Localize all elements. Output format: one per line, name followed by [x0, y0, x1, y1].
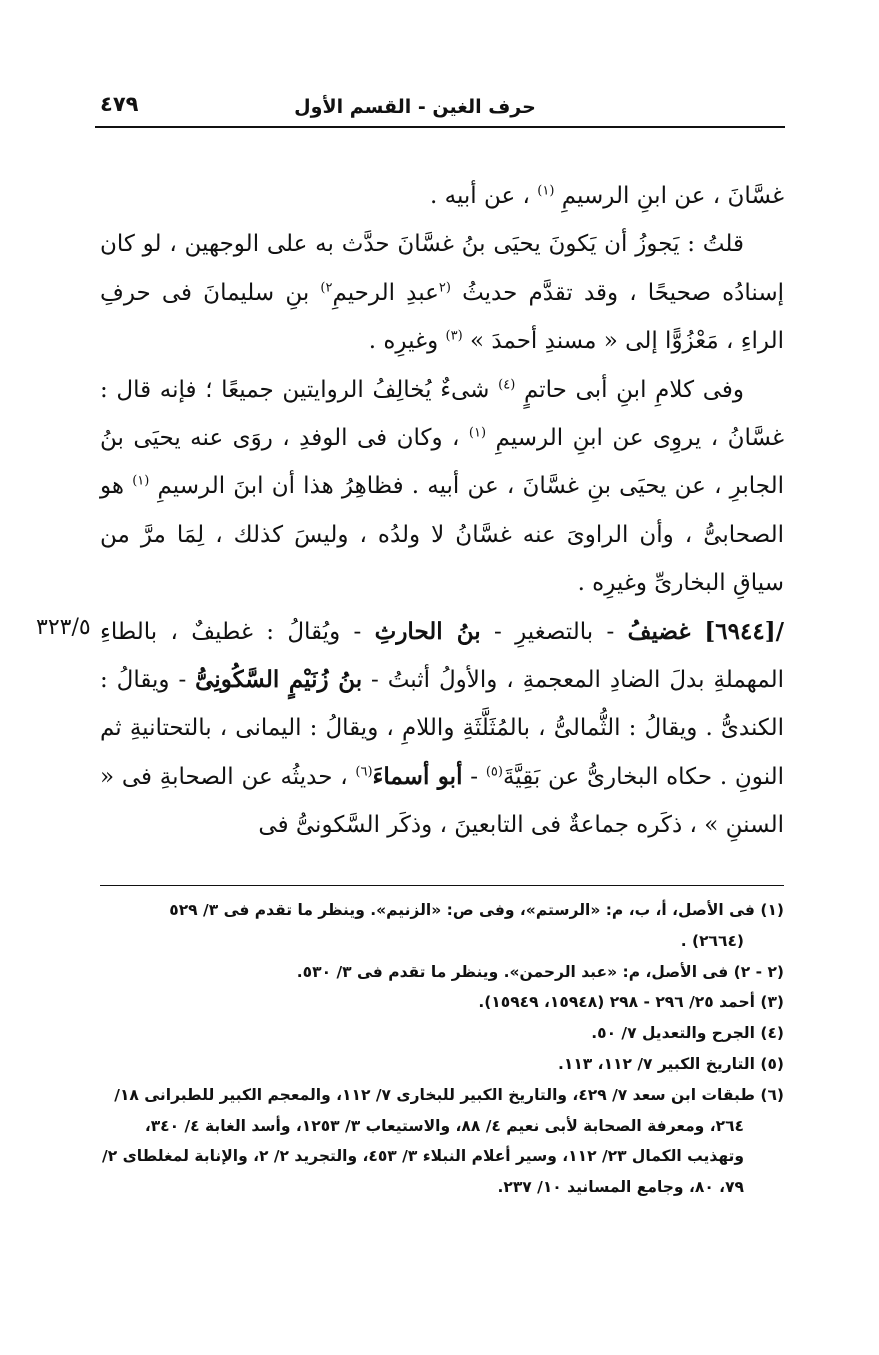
footnote: [100, 1080, 784, 1203]
footnote-ref[interactable]: (٢: [438, 280, 451, 296]
text-run: عبدِ الرحيمِ: [332, 279, 439, 306]
footnote-label: (٦): [760, 1085, 784, 1104]
text-run: بنِ سليمانَ فى حرفِ الراءِ ، مَعْزُوًّا إلى « مسندِ أحمدَ »: [100, 279, 784, 355]
margin-reference: ٣٢٣/٥: [36, 615, 91, 640]
entry-name: بنُ زُنَيْمٍ السَّكُونِىُّ: [195, 666, 363, 694]
footnote: [100, 1018, 784, 1049]
footnote-label: (٢ - ٢): [733, 962, 784, 981]
entry-name: بنُ الحارثِ: [374, 617, 481, 645]
paragraph-3: [100, 366, 784, 608]
page-number: ٤٧٩: [100, 92, 139, 116]
footnote-ref[interactable]: (٤): [498, 376, 516, 392]
text-run: غسَّانَ ، عن ابنِ الرسيمِ: [561, 183, 784, 209]
running-header-title: حرف الغين - القسم الأول: [294, 96, 536, 118]
footnote: [100, 895, 784, 957]
text-run: وفى كلامِ ابنِ أبى حاتمٍ: [523, 376, 744, 403]
footnote-rule: [100, 885, 784, 886]
text-run: - بالتصغيرِ -: [494, 618, 615, 645]
footnote-text: طبقات ابن سعد ٧/ ٤٢٩، والتاريخ الكبير للبخارى ٧/ ١١٢، والمعجم الكبير للطبرانى ١٨/: [114, 1085, 755, 1104]
footnote-label: (١): [760, 901, 784, 919]
footnote-ref[interactable]: (٦): [355, 764, 373, 780]
footnote-text: فى الأصل، أ، ب، م: «الرستم»، وفى ص: «الزنيم». وينظر ما تقدم فى ٣/ ٥٢٩: [169, 901, 755, 919]
footnote-ref[interactable]: (٣): [445, 328, 463, 344]
footnote-ref[interactable]: (١): [537, 183, 555, 199]
text-run: ، وكان فى الوفدِ ، روَى عنه يحيَى بنُ الجابرِ ، عن يحيَى بنِ غسَّانَ ، عن أبيه . فظاهِرُ هذا أن ابنَ الرسيمِ: [100, 425, 785, 500]
footnote-ref[interactable]: ٢): [320, 280, 333, 296]
footnotes: [100, 895, 784, 1203]
text-run: ، حديثُه عن الصحابةِ فى « السننِ » ، ذكَره جماعةٌ فى التابعينَ ، وذكَر السَّكونىُّ فى: [100, 763, 784, 839]
footnote-ref[interactable]: (٥): [485, 764, 503, 780]
footnote-label: (٥): [760, 1054, 784, 1073]
footnote-text: فى الأصل، م: «عبد الرحمن». وينظر ما تقدم فى ٣/ ٥٣٠.: [296, 962, 729, 981]
footnote-continuation: ٢٦٤، ومعرفة الصحابة لأبى نعيم ٤/ ٨٨، والاستيعاب ٣/ ١٢٥٣، وأسد الغابة ٤/ ٣٤٠، وتهذيب الكمال ٢٣/ ١١٢، وسير أعلام النبلاء ٣/ ٤٥٣، والتجريد ٢/ ٢، والإنابة لمغلطاى ٢/ ٧٩، ٨٠، وجامع المسانيد ١٠/ ٢٣٧.: [102, 1116, 744, 1197]
paragraph-1: [100, 172, 784, 220]
text-run: شىءٌ يُخالِفُ الروايتين جميعًا ؛ فإنه قال : غسَّانُ ، يروِى عن ابنِ الرسيمِ: [100, 376, 785, 452]
main-text: [100, 172, 784, 850]
footnote-ref[interactable]: (١): [468, 425, 487, 441]
footnote: [100, 987, 784, 1018]
text-run: -: [470, 763, 479, 790]
text-run: - ويقالُ : الكندىُّ . ويقالُ : الثُّمالىُّ ، بالمُثَلَّثَةِ واللامِ ، ويقالُ : اليمانى ، بالتحتانيةِ ثم النونِ . حكاه البخارىُّ عن بَقِيَّةَ: [100, 667, 785, 790]
entry-kunya: أبو أسماءَ: [372, 762, 463, 790]
text-run: ، عن أبيه .: [430, 183, 530, 209]
footnote-text: أحمد ٢٥/ ٢٩٦ - ٢٩٨ (١٥٩٤٨، ١٥٩٤٩).: [478, 993, 755, 1012]
footnote-label: (٤): [760, 1024, 784, 1043]
text-run: هو الصحابىُّ ، وأن الراوىَ عنه غسَّانُ لا ولدُه ، وليسَ كذلك ، لِمَا مرَّ من سياقِ البخارىِّ وغيرِه .: [100, 473, 784, 597]
entry-paragraph: [100, 608, 784, 850]
header-rule: [95, 126, 785, 128]
paragraph-2: [100, 220, 784, 365]
footnote-text: الجرح والتعديل ٧/ ٥٠.: [591, 1024, 755, 1043]
footnote-text: التاريخ الكبير ٧/ ١١٢، ١١٣.: [558, 1054, 755, 1073]
footnote-label: (٣): [760, 993, 784, 1012]
entry-heading: /[٦٩٤٤] غضيفُ: [627, 617, 785, 645]
footnote: [100, 1049, 784, 1080]
text-run: وغيرِه .: [368, 328, 439, 355]
footnote-continuation: (٢٦٦٤) .: [680, 931, 744, 950]
text-run: قلتُ : يَجوزُ أن يَكونَ يحيَى بنُ غسَّانَ حدَّث به على الوجهين ، لو كان إسنادُه صحيحًا ، وقد تقدَّم حديثُ: [100, 231, 785, 306]
footnote-ref[interactable]: (١): [132, 473, 150, 489]
footnote: [100, 957, 784, 988]
text-run: - ويُقالُ : غطيفٌ ، بالطاءِ المهملةِ بدلَ الضادِ المعجمةِ ، والأولُ أثبتُ -: [100, 618, 784, 694]
